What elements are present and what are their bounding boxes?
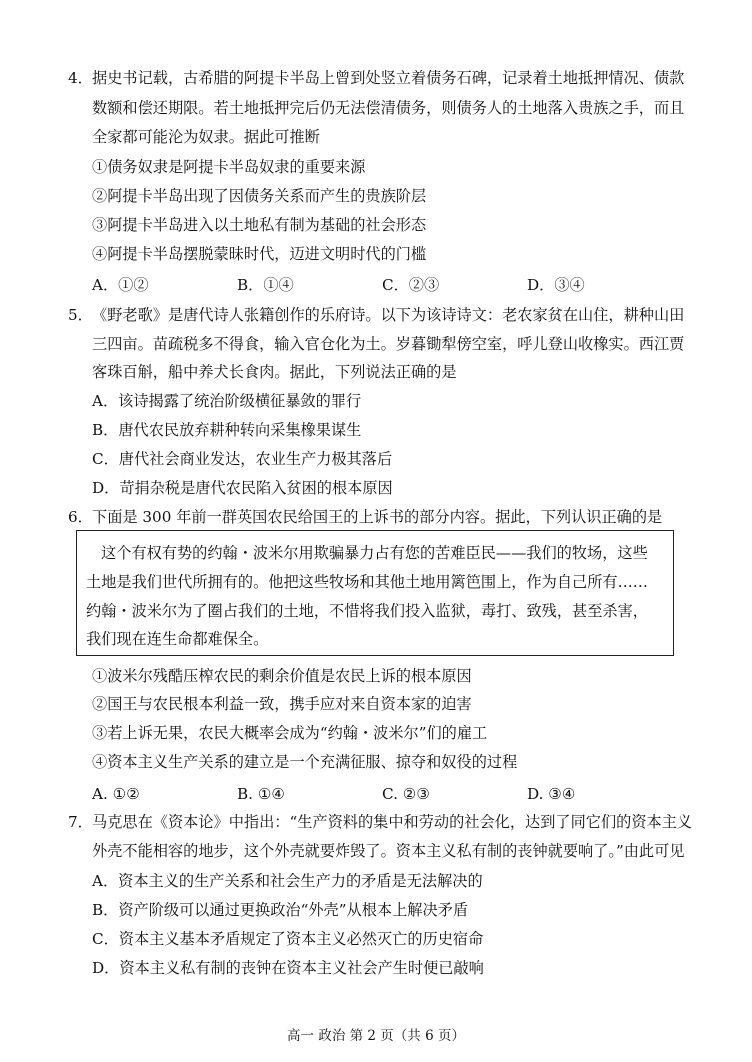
q4-options [92,275,652,295]
q6-stem: 6．下面是 300 年前一群英国农民给国王的上诉书的部分内容。据此，下列认识正确的是 [68,508,663,526]
page-footer: 高一 政治 第 2 页（共 6 页） [287,1028,465,1044]
q4-statement-4: ④阿提卡半岛摆脱蒙昧时代，迈进文明时代的门槛 [92,245,427,263]
q5-option-b[interactable]: B．唐代农民放弃耕种转向采集橡果谋生 [92,421,362,439]
q4-stem-line-1: 4．据史书记载，古希腊的阿提卡半岛上曾到处竖立着债务石碑，记录着土地抵押情况、债款 [68,69,685,87]
q6-quote-line-4: 我们现在连生命都难保全。 [86,630,269,648]
q7-stem-line-1: 7．马克思在《资本论》中指出：“生产资料的集中和劳动的社会化，达到了同它们的资本主义 [68,813,693,831]
q6-option-c[interactable]: C. ②③ [382,785,430,803]
q6-option-a[interactable]: A. ①② [92,785,140,803]
q6-option-b[interactable]: B. ①④ [237,785,286,803]
q5-number: 5． [68,306,93,324]
q6-statement-3: ③若上诉无果，农民大概率会成为“约翰・波米尔”们的雇工 [92,724,488,742]
q6-quote-line-1: 这个有权有势的约翰・波米尔用欺骗暴力占有您的苦难臣民——我们的牧场，这些 [101,544,648,562]
q4-option-d[interactable]: D．③④ [527,276,585,294]
q7-option-c[interactable]: C．资本主义基本矛盾规定了资本主义必然灭亡的历史宿命 [92,930,484,948]
q5-option-d[interactable]: D．苛捐杂税是唐代农民陷入贫困的根本原因 [92,479,393,497]
q4-option-a[interactable]: A．①② [92,276,149,294]
q7-stem-line-2: 外壳不能相容的地步，这个外壳就要炸毁了。资本主义私有制的丧钟就要响了。”由此可见 [92,842,685,860]
q7-number: 7． [68,813,93,831]
q4-stem-line-3: 全家都可能沦为奴隶。据此可推断 [92,128,320,146]
q5-stem-line-2: 三四亩。苗疏税多不得食，输入官仓化为土。岁暮锄犁傍空室，呼儿登山收橡实。西江贾 [92,335,685,353]
q5-option-a[interactable]: A．该诗揭露了统治阶级横征暴敛的罪行 [92,392,362,410]
q7-option-a[interactable]: A．资本主义的生产关系和社会生产力的矛盾是无法解决的 [92,872,483,890]
q4-stem-line-2: 数额和偿还期限。若土地抵押完后仍无法偿清债务，则债务人的土地落入贵族之手，而且 [92,99,685,117]
q6-quote-line-2: 土地是我们世代所拥有的。他把这些牧场和其他土地用篱笆围上，作为自己所有…… [86,573,648,591]
q4-statement-1: ①债务奴隶是阿提卡半岛奴隶的重要来源 [92,158,366,176]
q4-option-b[interactable]: B．①④ [237,276,294,294]
q4-statement-2: ②阿提卡半岛出现了因债务关系而产生的贵族阶层 [92,187,427,205]
q4-number: 4． [68,69,93,87]
q5-stem-line-1: 5．《野老歌》是唐代诗人张籍创作的乐府诗。以下为该诗诗文：老农家贫在山住，耕种山田 [68,306,685,324]
q4-statement-3: ③阿提卡半岛进入以土地私有制为基础的社会形态 [92,216,427,234]
q7-option-d[interactable]: D．资本主义私有制的丧钟在资本主义社会产生时便已敲响 [92,959,484,977]
q5-option-c[interactable]: C．唐代社会商业发达，农业生产力极其落后 [92,450,393,468]
q4-option-c[interactable]: C．②③ [382,276,440,294]
q6-statement-4: ④资本主义生产关系的建立是一个充满征服、掠夺和奴役的过程 [92,753,518,771]
q6-quote-line-3: 约翰・波米尔为了圈占我们的土地，不惜将我们投入监狱，毒打、致残，甚至杀害， [86,602,648,620]
q7-option-b[interactable]: B．资产阶级可以通过更换政治“外壳”从根本上解决矛盾 [92,901,469,919]
q6-options [92,784,652,804]
q6-statement-2: ②国王与农民根本利益一致，携手应对来自资本家的迫害 [92,695,472,713]
q6-number: 6． [68,508,93,526]
q6-option-d[interactable]: D. ③④ [527,785,576,803]
q6-statement-1: ①波米尔残酷压榨农民的剩余价值是农民上诉的根本原因 [92,667,472,685]
q5-stem-line-3: 客珠百斛，船中养犬长食肉。据此，下列说法正确的是 [92,363,457,381]
